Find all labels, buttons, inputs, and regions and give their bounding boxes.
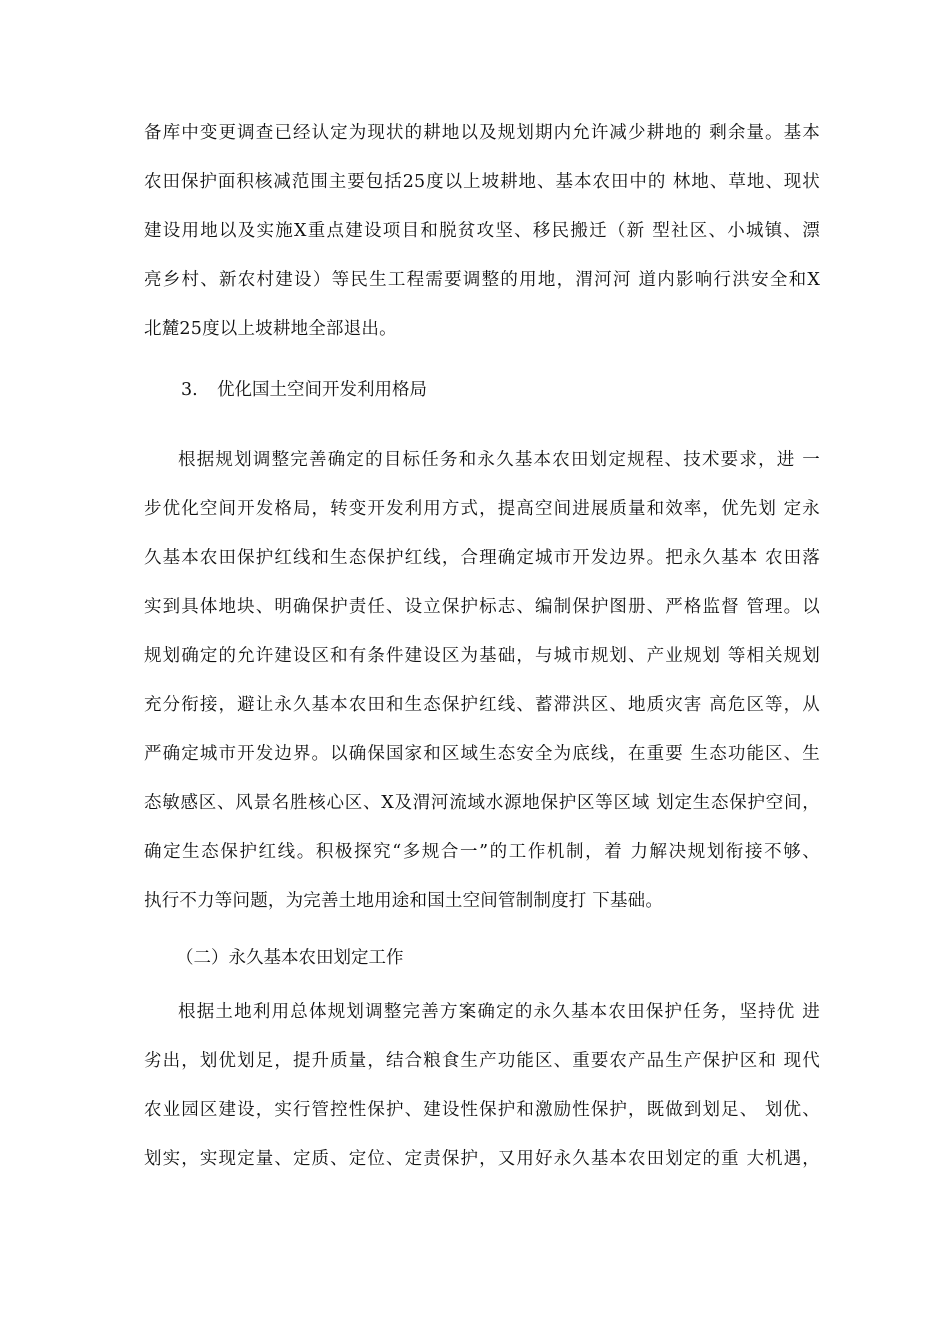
paragraph-1-line-5: 北麓25度以上坡耕地全部退出。 [144, 319, 397, 339]
paragraph-3-line-1: 根据土地利用总体规划调整完善方案确定的永久基本农田保护任务，坚持优 进 [178, 1002, 820, 1022]
paragraph-2-line-5: 规划确定的允许建设区和有条件建设区为基础，与城市规划、产业规划 等相关规划 [144, 646, 820, 666]
section-heading: （二）永久基本农田划定工作 [176, 948, 404, 968]
paragraph-2-line-4: 实到具体地块、明确保护责任、设立保护标志、编制保护图册、严格监督 管理。以 [144, 597, 820, 617]
paragraph-2-line-7: 严确定城市开发边界。以确保国家和区域生态安全为底线，在重要 生态功能区、生 [144, 744, 820, 764]
heading-3-number: 3. [181, 380, 198, 400]
paragraph-2-line-9: 确定生态保护红线。积极探究“多规合一”的工作机制，着 力解决规划衔接不够、 [144, 842, 820, 862]
paragraph-1-line-1: 备库中变更调查已经认定为现状的耕地以及规划期内允许减少耕地的 剩余量。基本 [144, 123, 820, 143]
paragraph-2-line-10: 执行不力等问题，为完善土地用途和国土空间管制制度打 下基础。 [144, 891, 664, 911]
paragraph-3-line-3: 农业园区建设，实行管控性保护、建设性保护和激励性保护，既做到划足、 划优、 [144, 1100, 820, 1120]
paragraph-2-line-2: 步优化空间开发格局，转变开发利用方式，提高空间进展质量和效率，优先划 定永 [144, 499, 820, 519]
paragraph-2-line-8: 态敏感区、风景名胜核心区、X及渭河流域水源地保护区等区域 划定生态保护空间， [144, 793, 820, 813]
paragraph-2-line-1: 根据规划调整完善确定的目标任务和永久基本农田划定规程、技术要求，进 一 [178, 450, 820, 470]
paragraph-3-line-4: 划实，实现定量、定质、定位、定责保护，又用好永久基本农田划定的重 大机遇， [144, 1149, 820, 1169]
heading-3-title: 优化国土空间开发利用格局 [217, 380, 427, 400]
paragraph-1-line-3: 建设用地以及实施X重点建设项目和脱贫攻坚、移民搬迁（新 型社区、小城镇、漂 [144, 221, 820, 241]
paragraph-1-line-2: 农田保护面积核减范围主要包括25度以上坡耕地、基本农田中的 林地、草地、现状 [144, 172, 820, 192]
paragraph-2-line-3: 久基本农田保护红线和生态保护红线，合理确定城市开发边界。把永久基本 农田落 [144, 548, 820, 568]
paragraph-3-line-2: 劣出，划优划足，提升质量，结合粮食生产功能区、重要农产品生产保护区和 现代 [144, 1051, 820, 1071]
paragraph-1-line-4: 亮乡村、新农村建设）等民生工程需要调整的用地，渭河河 道内影响行洪安全和X [144, 270, 820, 290]
paragraph-2-line-6: 充分衔接，避让永久基本农田和生态保护红线、蓄滞洪区、地质灾害 高危区等，从 [144, 695, 820, 715]
